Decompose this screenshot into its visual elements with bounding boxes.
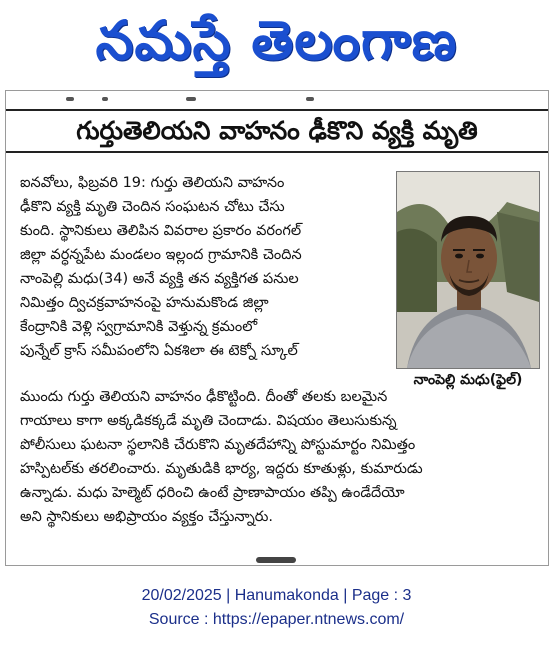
source-footer: [0, 584, 553, 632]
article-text-line: ఉన్నాడు. మధు హెల్మెట్ ధరించి ఉంటే ప్రాణాపాయం తప్పి ఉండేదేయో: [20, 485, 405, 501]
adjacent-article-fragment: [256, 557, 296, 563]
article-headline: గుర్తుతెలియని వాహనం ఢీకొని వ్యక్తి మృతి: [6, 109, 548, 153]
article-text-line: గాయాలు కాగా అక్కడికక్కడే మృతి చెందాడు. విషయం తెలుసుకున్న: [20, 413, 397, 429]
article-text-line: జిల్లా వర్ధన్నపేట మండలం ఇల్లంద గ్రామానికి చెందిన: [20, 247, 302, 263]
edition-info: 20/02/2025 | Hanumakonda | Page : 3: [141, 587, 412, 604]
person-photo: [396, 171, 540, 369]
article-text-line: కేంద్రానికి వెళ్లి స్వగ్రామానికి వెళ్తున్న క్రమంలో: [20, 319, 258, 335]
article-text-line: పోలీసులు ఘటనా స్థలానికి చేరుకొని మృతదేహాన్ని పోస్టుమార్టం నిమిత్తం: [20, 437, 416, 453]
article-text-line: ఐనవోలు, ఫిబ్రవరి 19: గుర్తు తెలియని వాహనం: [20, 175, 285, 191]
article-text-line: అని స్థానికులు అభిప్రాయం వ్యక్తం చేస్తున్నారు.: [20, 509, 274, 525]
article-text-line: కుంది. స్థానికులు తెలిపిన వివరాల ప్రకారం వరంగల్: [20, 223, 302, 239]
article-text-line: ఢీకొని వ్యక్తి మృతి చెందిన సంఘటన చోటు చేసు: [20, 199, 285, 215]
article-text-line: నాంపెల్లి మధు(34) అనే వ్యక్తి తన వ్యక్తిగత పనుల: [20, 271, 299, 287]
newspaper-masthead: [0, 0, 553, 82]
source-link: Source : https://epaper.ntnews.com/: [148, 611, 405, 628]
adjacent-article-fragment: [6, 91, 548, 107]
article-text-line: నిమిత్తం ద్విచక్రవాహనంపై హనుమకొండ జిల్లా: [20, 295, 269, 311]
article-clipping: [5, 90, 549, 566]
masthead-title: నమస్తే తెలంగాణ: [95, 9, 458, 72]
photo-caption: నాంపెల్లి మధు(ఫైల్): [413, 372, 523, 388]
article-text-line: ముందు గుర్తు తెలియని వాహనం ఢీకొట్టింది. దీంతో తలకు బలమైన: [20, 389, 388, 405]
article-text-line: హస్పిటల్‌కు తరలించారు. మృతుడికి భార్య, ఇద్దరు కూతుళ్లు, కుమారుడు: [20, 461, 423, 477]
article-text-line: పున్నేల్ క్రాస్ సమీపంలోని ఏకశిలా ఈ టెక్నో స్కూల్: [20, 343, 298, 359]
